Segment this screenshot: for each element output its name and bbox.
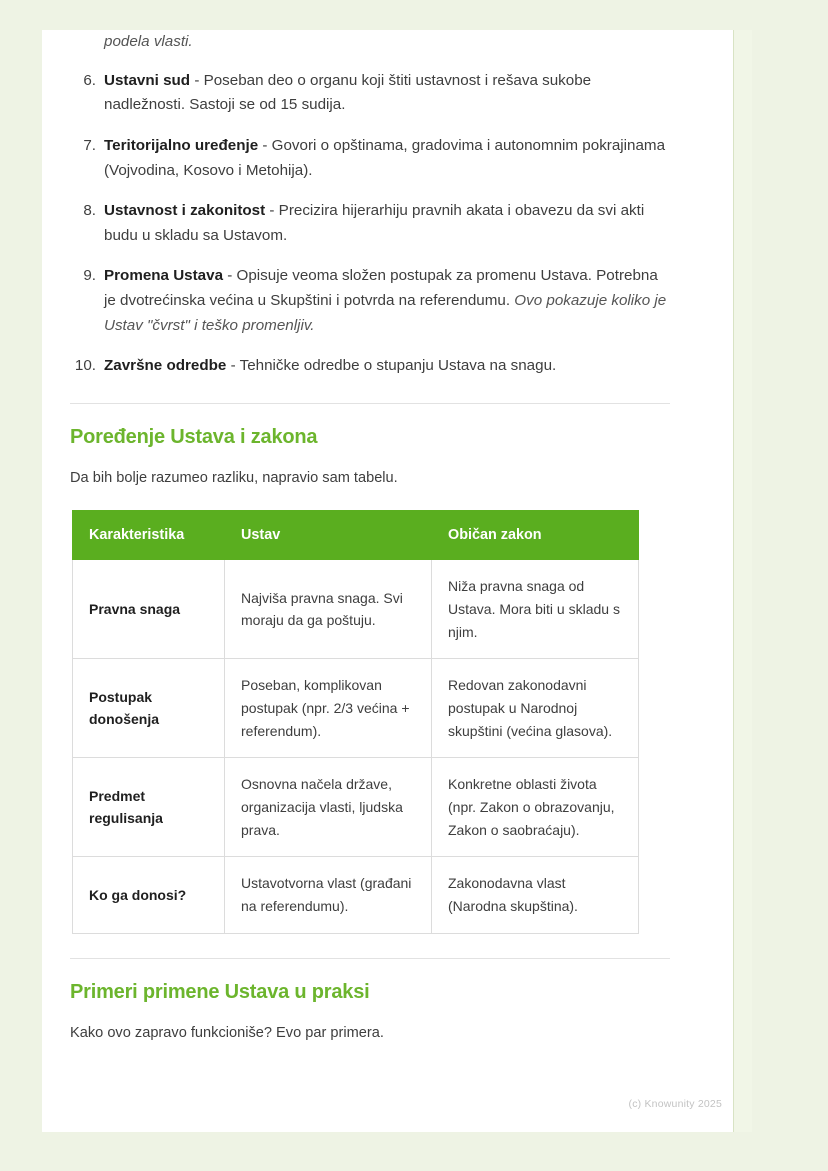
list-item — [70, 354, 670, 379]
section-heading-examples: Primeri primene Ustava u praksi — [70, 980, 370, 1003]
table-cell-feature: Predmet regulisanja — [73, 758, 225, 857]
copyright-footer: (c) Knowunity 2025 — [628, 1098, 722, 1110]
list-item-text: - Poseban deo o organu koji štiti ustavnost i rešava sukobe nadležnosti. Sastoji se od 15 sudija. — [104, 71, 592, 114]
list-item-text: - Tehničke odredbe o stupanju Ustava na snagu. — [226, 357, 557, 375]
list-item-number: 7. — [83, 136, 96, 154]
comparison-table — [72, 510, 639, 933]
page-inner — [42, 30, 752, 1132]
table-row — [73, 659, 639, 758]
list-item — [70, 199, 670, 248]
constitution-parts-list — [70, 69, 670, 379]
list-item-emphasis: Ovo pokazuje koliko je Ustav "čvrst" i teško promenljiv. — [104, 292, 667, 334]
examples-intro-text: Kako ovo zapravo funkcioniše? Evo par primera. — [70, 1024, 384, 1041]
section-divider — [70, 403, 670, 404]
list-item — [70, 264, 670, 338]
table-cell-feature: Postupak donošenja — [73, 659, 225, 758]
list-item-title: Promena Ustava — [104, 267, 224, 285]
table-header-cell: Ustav — [225, 511, 432, 560]
list-item-title: Završne odredbe — [104, 357, 227, 375]
table-cell-ustav: Najviša pravna snaga. Svi moraju da ga poštuju. — [225, 560, 432, 659]
table-cell-ustav: Osnovna načela države, organizacija vlasti, ljudska prava. — [225, 758, 432, 857]
list-item-number: 9. — [83, 267, 96, 285]
list-item-title: Teritorijalno uređenje — [104, 136, 259, 154]
table-cell-ustav: Ustavotvorna vlast (građani na referendumu). — [225, 857, 432, 933]
table-row — [73, 758, 639, 857]
section-heading-comparison: Poređenje Ustava i zakona — [70, 425, 318, 448]
table-cell-zakon: Niža pravna snaga od Ustava. Mora biti u skladu s njim. — [432, 560, 639, 659]
table-row — [73, 857, 639, 933]
list-item-text: - Precizira hijerarhiju pravnih akata i obavezu da svi akti budu u skladu sa Ustavom. — [104, 202, 645, 244]
table-cell-feature: Pravna snaga — [73, 560, 225, 659]
page-edge-strip — [733, 30, 752, 1132]
table-header-cell: Karakteristika — [73, 511, 225, 560]
document-page — [42, 30, 752, 1132]
table-cell-zakon: Redovan zakonodavni postupak u Narodnoj skupštini (većina glasova). — [432, 659, 639, 758]
list-item-number: 10. — [74, 357, 96, 375]
list-item-title: Ustavni sud — [104, 71, 191, 89]
list-item-text: - Govori o opštinama, gradovima i autonomnim pokrajinama (Vojvodina, Kosovo i Metohija). — [104, 136, 666, 179]
list-item-number: 8. — [83, 202, 96, 220]
section-divider — [70, 958, 670, 959]
list-item — [70, 134, 670, 183]
table-cell-zakon: Konkretne oblasti života (npr. Zakon o obrazovanju, Zakon o saobraćaju). — [432, 758, 639, 857]
table-cell-zakon: Zakonodavna vlast (Narodna skupština). — [432, 857, 639, 933]
table-header-cell: Običan zakon — [432, 511, 639, 560]
comparison-intro-text: Da bih bolje razumeo razliku, napravio sam tabelu. — [70, 469, 398, 486]
table-cell-feature: Ko ga donosi? — [73, 857, 225, 933]
list-item-number: 6. — [83, 71, 96, 89]
lead-fragment: podela vlasti. — [104, 33, 193, 50]
list-item-title: Ustavnost i zakonitost — [104, 202, 266, 220]
table-header-row — [73, 511, 639, 560]
table-row — [73, 560, 639, 659]
list-item-text: - Opisuje veoma složen postupak za promenu Ustava. Potrebna je dvotrećinska većina u Skupštini i potvrda na referendumu. — [104, 267, 658, 309]
table-cell-ustav: Poseban, komplikovan postupak (npr. 2/3 većina + referendum). — [225, 659, 432, 758]
document-content — [70, 30, 670, 1065]
list-item — [70, 69, 670, 118]
